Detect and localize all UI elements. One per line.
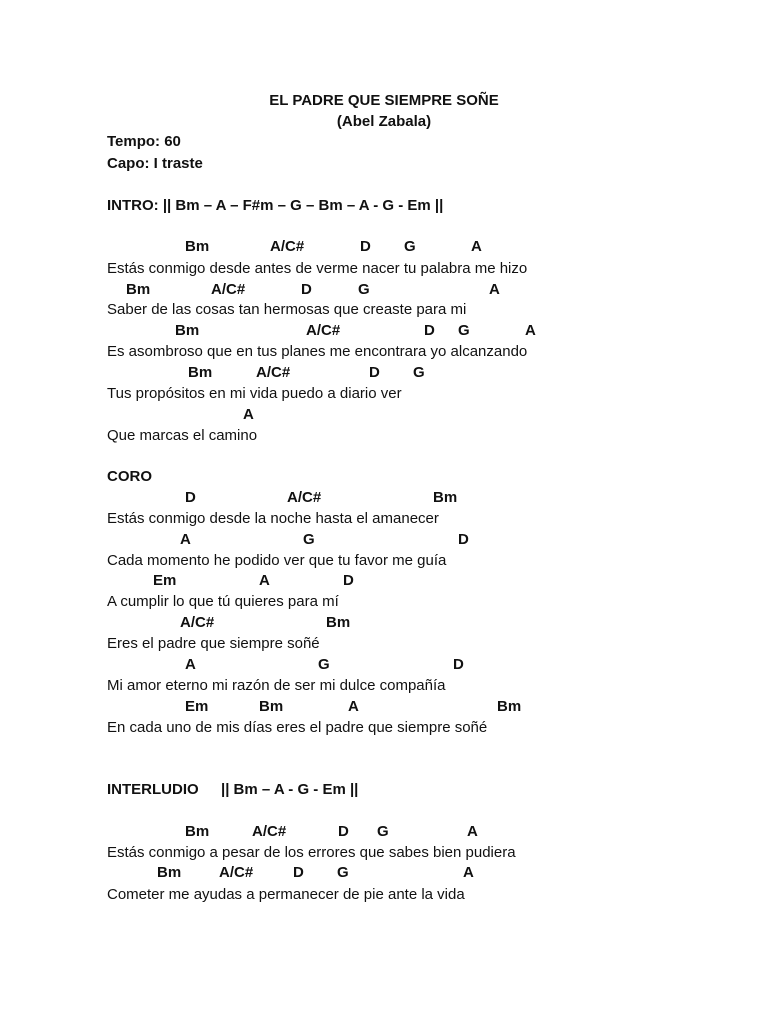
chord: Bm	[188, 364, 213, 381]
chord: D	[360, 238, 371, 255]
chord: Bm	[433, 489, 458, 506]
chord: Bm	[157, 864, 182, 881]
chord: A/C#	[180, 614, 215, 631]
lyric-line: Saber de las cosas tan hermosas que creaste para mi	[107, 301, 467, 318]
chord: A	[489, 281, 500, 298]
interlude-label: INTERLUDIO	[107, 781, 199, 798]
chord: G	[458, 322, 470, 339]
chorus-heading: CORO	[107, 468, 152, 485]
chord: A	[185, 656, 196, 673]
chord: Bm	[185, 238, 210, 255]
chord: A	[463, 864, 474, 881]
chord: A/C#	[287, 489, 322, 506]
chord: D	[338, 823, 349, 840]
chord: Bm	[326, 614, 351, 631]
lyric-line: Cometer me ayudas a permanecer de pie ante la vida	[107, 886, 465, 903]
chord: D	[301, 281, 312, 298]
chord: A	[180, 531, 191, 548]
chord: A/C#	[306, 322, 341, 339]
chord: D	[293, 864, 304, 881]
song-author: (Abel Zabala)	[336, 113, 432, 130]
lyric-line: En cada uno de mis días eres el padre que siempre soñé	[107, 719, 488, 736]
lyric-line: Cada momento he podido ver que tu favor me guía	[107, 552, 447, 569]
chord: G	[303, 531, 315, 548]
chord: Bm	[175, 322, 200, 339]
chord: Bm	[185, 823, 210, 840]
chord: G	[318, 656, 330, 673]
lyric-line: Estás conmigo desde la noche hasta el amanecer	[107, 510, 439, 527]
chord: G	[337, 864, 349, 881]
chord: Bm	[126, 281, 151, 298]
chord: G	[377, 823, 389, 840]
lyric-line: Mi amor eterno mi razón de ser mi dulce compañía	[107, 677, 446, 694]
chord: G	[358, 281, 370, 298]
lyric-line: Tus propósitos en mi vida puedo a diario ver	[107, 385, 402, 402]
chord: D	[343, 572, 354, 589]
chord: Bm	[497, 698, 522, 715]
chord: D	[369, 364, 380, 381]
lyric-line: Eres el padre que siempre soñé	[107, 635, 320, 652]
chord: A	[525, 322, 536, 339]
chord: D	[453, 656, 464, 673]
song-title: EL PADRE QUE SIEMPRE SOÑE	[269, 92, 499, 109]
chord: Em	[185, 698, 209, 715]
tempo: Tempo: 60	[107, 133, 181, 150]
chord: G	[404, 238, 416, 255]
lyric-line: Que marcas el camino	[107, 427, 258, 444]
intro-line: INTRO: || Bm – A – F#m – G – Bm – A - G - Em ||	[107, 197, 444, 214]
chord: A/C#	[270, 238, 305, 255]
chord: G	[413, 364, 425, 381]
chord: D	[185, 489, 196, 506]
lyric-line: A cumplir lo que tú quieres para mí	[107, 593, 339, 610]
chord: A	[471, 238, 482, 255]
lyric-line: Estás conmigo desde antes de verme nacer tu palabra me hizo	[107, 260, 528, 277]
chord: A	[348, 698, 359, 715]
chord: Em	[153, 572, 177, 589]
chord: D	[458, 531, 469, 548]
chord: Bm	[259, 698, 284, 715]
chord: A	[243, 406, 254, 423]
interlude-chords: || Bm – A - G - Em ||	[221, 781, 359, 798]
chord: A	[467, 823, 478, 840]
chord: A	[259, 572, 270, 589]
lyric-line: Es asombroso que en tus planes me encontrara yo alcanzando	[107, 343, 528, 360]
chord: A/C#	[219, 864, 254, 881]
chord: A/C#	[256, 364, 291, 381]
lyric-line: Estás conmigo a pesar de los errores que sabes bien pudiera	[107, 844, 516, 861]
chord: D	[424, 322, 435, 339]
chord: A/C#	[252, 823, 287, 840]
chord: A/C#	[211, 281, 246, 298]
capo: Capo: I traste	[107, 155, 203, 172]
